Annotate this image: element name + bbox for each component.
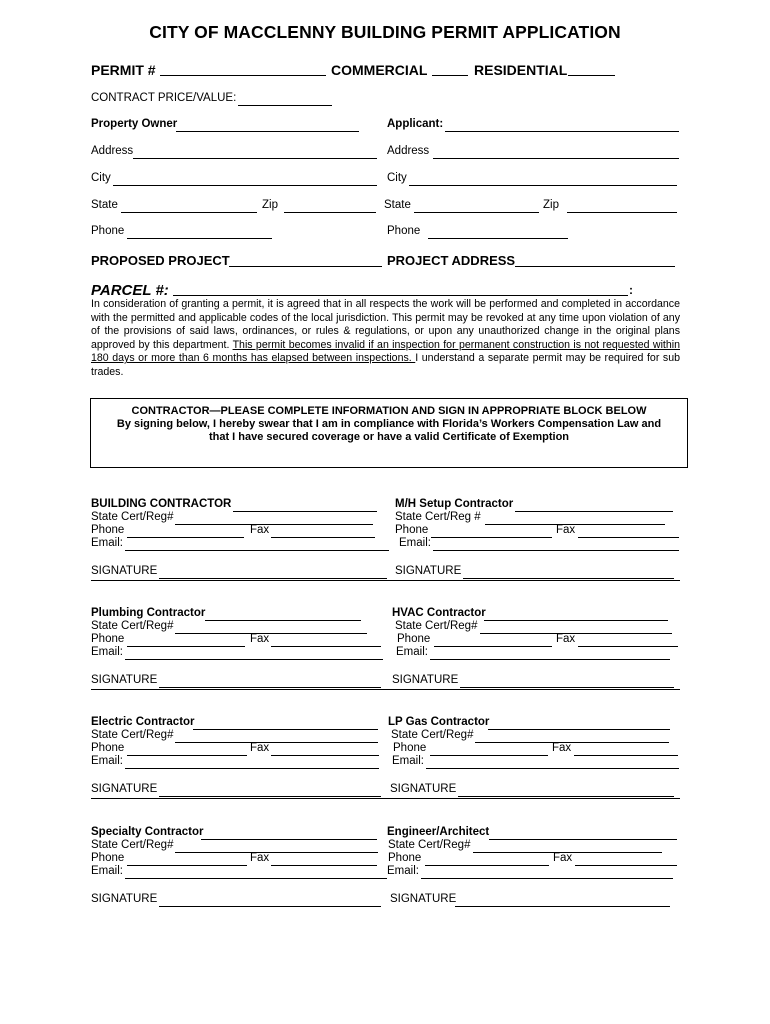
building-fax-label: Fax (250, 524, 270, 536)
plumbing-cert-field[interactable] (175, 620, 367, 634)
electric-contractor-block (91, 716, 391, 801)
engineer-email-label: Email: (387, 865, 419, 877)
hvac-contractor-label: HVAC Contractor (392, 607, 486, 619)
applicant-zip-field[interactable] (567, 199, 677, 213)
hvac-email-field[interactable] (430, 646, 670, 660)
electric-contractor-label: Electric Contractor (91, 716, 195, 728)
plumbing-signature-field[interactable] (159, 674, 381, 688)
owner-address-field[interactable] (133, 145, 377, 159)
proposed-project-field[interactable] (229, 253, 382, 267)
building-cert-field[interactable] (175, 511, 373, 525)
applicant-city-label: City (387, 172, 407, 184)
electric-fax-field[interactable] (271, 742, 379, 756)
consideration-paragraph (91, 298, 680, 380)
applicant-label: Applicant: (387, 118, 444, 130)
building-email-label: Email: (91, 537, 123, 549)
engineer-architect-field[interactable] (489, 826, 677, 840)
building-signature-field[interactable] (159, 565, 387, 579)
lp-gas-phone-field[interactable] (430, 742, 548, 756)
hvac-email-label: Email: (396, 646, 428, 658)
hvac-cert-label: State Cert/Reg# (395, 620, 478, 632)
engineer-architect-label: Engineer/Architect (387, 826, 490, 838)
hvac-signature-field[interactable] (460, 674, 674, 688)
plumbing-fax-field[interactable] (271, 633, 381, 647)
applicant-address-label: Address (387, 145, 430, 157)
mh-setup-email-field[interactable] (433, 537, 679, 551)
mh-setup-fax-label: Fax (556, 524, 576, 536)
engineer-signature-label: SIGNATURE (390, 893, 457, 905)
address-row (91, 145, 684, 163)
engineer-email-field[interactable] (421, 865, 673, 879)
plumbing-contractor-block (91, 607, 391, 692)
specialty-phone-field[interactable] (127, 852, 247, 866)
commercial-label: COMMERCIAL (331, 62, 428, 78)
hvac-contractor-block (392, 607, 685, 692)
electric-cert-label: State Cert/Reg# (91, 729, 174, 741)
plumbing-email-label: Email: (91, 646, 123, 658)
plumbing-email-field[interactable] (125, 646, 383, 660)
plumbing-contractor-field[interactable] (205, 607, 361, 621)
project-address-field[interactable] (515, 253, 675, 267)
applicant-phone-field[interactable] (428, 225, 568, 239)
specialty-signature-field[interactable] (159, 893, 381, 907)
applicant-state-field[interactable] (414, 199, 539, 213)
mh-setup-cert-field[interactable] (485, 511, 665, 525)
building-cert-label: State Cert/Reg# (91, 511, 174, 523)
owner-city-label: City (91, 172, 111, 184)
project-address-label: PROJECT ADDRESS (387, 253, 516, 268)
hvac-signature-label: SIGNATURE (392, 674, 459, 686)
lp-gas-contractor-label: LP Gas Contractor (388, 716, 490, 728)
lp-gas-fax-label: Fax (552, 742, 572, 754)
contract-price-label: CONTRACT PRICE/VALUE: (91, 92, 237, 104)
contract-price-field[interactable] (238, 92, 332, 106)
engineer-signature-field[interactable] (455, 893, 670, 907)
lp-gas-cert-label: State Cert/Reg# (391, 729, 474, 741)
permit-number-label: PERMIT # (91, 62, 156, 78)
applicant-field[interactable] (445, 118, 679, 132)
mh-setup-field[interactable] (515, 498, 673, 512)
block-divider (91, 689, 680, 690)
plumbing-signature-label: SIGNATURE (91, 674, 158, 686)
owner-phone-label: Phone (91, 225, 125, 237)
mh-setup-email-label: Email: (399, 537, 431, 549)
building-phone-label: Phone (91, 524, 125, 536)
owner-phone-field[interactable] (127, 225, 272, 239)
owner-state-label: State (91, 199, 118, 211)
owner-applicant-heading-row (91, 118, 684, 136)
block-divider (91, 798, 680, 799)
lp-gas-phone-label: Phone (393, 742, 427, 754)
commercial-field[interactable] (432, 62, 468, 76)
lp-gas-signature-label: SIGNATURE (390, 783, 457, 795)
lp-gas-cert-field[interactable] (475, 729, 669, 743)
lp-gas-contractor-block (388, 716, 685, 801)
state-zip-row (91, 199, 684, 217)
electric-phone-label: Phone (91, 742, 125, 754)
building-signature-label: SIGNATURE (91, 565, 158, 577)
building-contractor-field[interactable] (233, 498, 377, 512)
plumbing-cert-label: State Cert/Reg# (91, 620, 174, 632)
proposed-project-label: PROPOSED PROJECT (91, 253, 230, 268)
applicant-city-field[interactable] (409, 172, 677, 186)
applicant-state-label: State (384, 199, 411, 211)
parcel-colon: : (629, 283, 633, 297)
mh-setup-phone-label: Phone (395, 524, 429, 536)
hvac-fax-field[interactable] (578, 633, 678, 647)
electric-fax-label: Fax (250, 742, 270, 754)
mh-setup-cert-label: State Cert/Reg # (395, 511, 481, 523)
specialty-email-label: Email: (91, 865, 123, 877)
hvac-cert-field[interactable] (480, 620, 672, 634)
electric-signature-field[interactable] (159, 783, 381, 797)
electric-contractor-field[interactable] (193, 716, 378, 730)
engineer-cert-label: State Cert/Reg# (388, 839, 471, 851)
notice-line-3: that I have secured coverage or have a valid Certificate of Exemption (208, 431, 570, 443)
plumbing-phone-label: Phone (91, 633, 125, 645)
plumbing-contractor-label: Plumbing Contractor (91, 607, 206, 619)
applicant-address-field[interactable] (433, 145, 679, 159)
owner-zip-label: Zip (262, 199, 278, 211)
electric-email-label: Email: (91, 755, 123, 767)
permit-type-row (91, 62, 684, 80)
parcel-field[interactable] (173, 282, 628, 296)
hvac-fax-label: Fax (556, 633, 576, 645)
electric-email-field[interactable] (125, 755, 379, 769)
property-owner-label: Property Owner (91, 118, 178, 130)
specialty-signature-label: SIGNATURE (91, 893, 158, 905)
specialty-fax-label: Fax (250, 852, 270, 864)
property-owner-field[interactable] (176, 118, 359, 132)
owner-state-field[interactable] (121, 199, 257, 213)
mh-setup-phone-field[interactable] (431, 524, 552, 538)
lp-gas-email-label: Email: (392, 755, 424, 767)
owner-zip-field[interactable] (284, 199, 376, 213)
building-contractor-label: BUILDING CONTRACTOR (91, 498, 232, 510)
specialty-contractor-block (91, 826, 391, 911)
contract-price-row (91, 92, 684, 110)
block-divider (91, 580, 680, 581)
phone-row (91, 225, 684, 243)
owner-city-field[interactable] (113, 172, 377, 186)
engineer-phone-field[interactable] (425, 852, 549, 866)
engineer-cert-field[interactable] (473, 839, 662, 853)
hvac-contractor-field[interactable] (484, 607, 668, 621)
electric-cert-field[interactable] (175, 729, 378, 743)
page-title: CITY OF MACCLENNY BUILDING PERMIT APPLICATION (149, 22, 621, 42)
engineer-fax-field[interactable] (575, 852, 677, 866)
notice-line-2: By signing below, I hereby swear that I am in compliance with Florida’s Workers Compensation Law and (116, 418, 662, 430)
plumbing-phone-field[interactable] (127, 633, 245, 647)
building-email-field[interactable] (125, 537, 389, 551)
specialty-fax-field[interactable] (271, 852, 377, 866)
specialty-contractor-field[interactable] (201, 826, 377, 840)
hvac-phone-label: Phone (397, 633, 431, 645)
building-contractor-block (91, 498, 391, 583)
applicant-phone-label: Phone (387, 225, 421, 237)
contractor-notice-box (90, 398, 688, 468)
building-phone-field[interactable] (127, 524, 244, 538)
residential-label: RESIDENTIAL (474, 62, 568, 78)
engineer-fax-label: Fax (553, 852, 573, 864)
project-row (91, 253, 684, 271)
hvac-phone-field[interactable] (434, 633, 552, 647)
lp-gas-signature-field[interactable] (458, 783, 674, 797)
mh-setup-signature-field[interactable] (463, 565, 674, 579)
lp-gas-email-field[interactable] (426, 755, 679, 769)
specialty-cert-field[interactable] (175, 839, 378, 853)
mh-setup-signature-label: SIGNATURE (395, 565, 462, 577)
mh-setup-fax-field[interactable] (578, 524, 679, 538)
plumbing-fax-label: Fax (250, 633, 270, 645)
specialty-email-field[interactable] (125, 865, 387, 879)
consideration-text-2: I understand a separate permit may be required for sub trades. (91, 352, 680, 378)
building-fax-field[interactable] (271, 524, 375, 538)
specialty-phone-label: Phone (91, 852, 125, 864)
parcel-label: PARCEL #: (91, 282, 169, 299)
lp-gas-contractor-field[interactable] (488, 716, 670, 730)
mh-setup-contractor-block (395, 498, 685, 583)
specialty-contractor-label: Specialty Contractor (91, 826, 204, 838)
lp-gas-fax-field[interactable] (574, 742, 678, 756)
applicant-zip-label: Zip (543, 199, 559, 211)
specialty-cert-label: State Cert/Reg# (91, 839, 174, 851)
consideration-text-1: In consideration of granting a permit, it is agreed that in all respects the work will be performed and completed in accordance with the permitted and applicable codes of the local jurisdiction. This permit may be revoked at any time upon violation of any of the provisions of said laws, ordinances, or rules & regulations, or upon any unauthorized change in the original plans approved by this department. (91, 298, 680, 351)
city-row (91, 172, 684, 190)
mh-setup-label: M/H Setup Contractor (395, 498, 514, 510)
engineer-architect-block (387, 826, 685, 911)
owner-address-label: Address (91, 145, 134, 157)
consideration-underlined-text: This permit becomes invalid if an inspection for permanent construction is not requested within 180 days or more than 6 months has elapsed between inspections. (91, 338, 681, 365)
electric-phone-field[interactable] (127, 742, 247, 756)
notice-line-1: CONTRACTOR—PLEASE COMPLETE INFORMATION AND SIGN IN APPROPRIATE BLOCK BELOW (131, 405, 647, 417)
electric-signature-label: SIGNATURE (91, 783, 158, 795)
residential-field[interactable] (568, 62, 615, 76)
permit-number-field[interactable] (160, 62, 326, 76)
engineer-phone-label: Phone (388, 852, 422, 864)
